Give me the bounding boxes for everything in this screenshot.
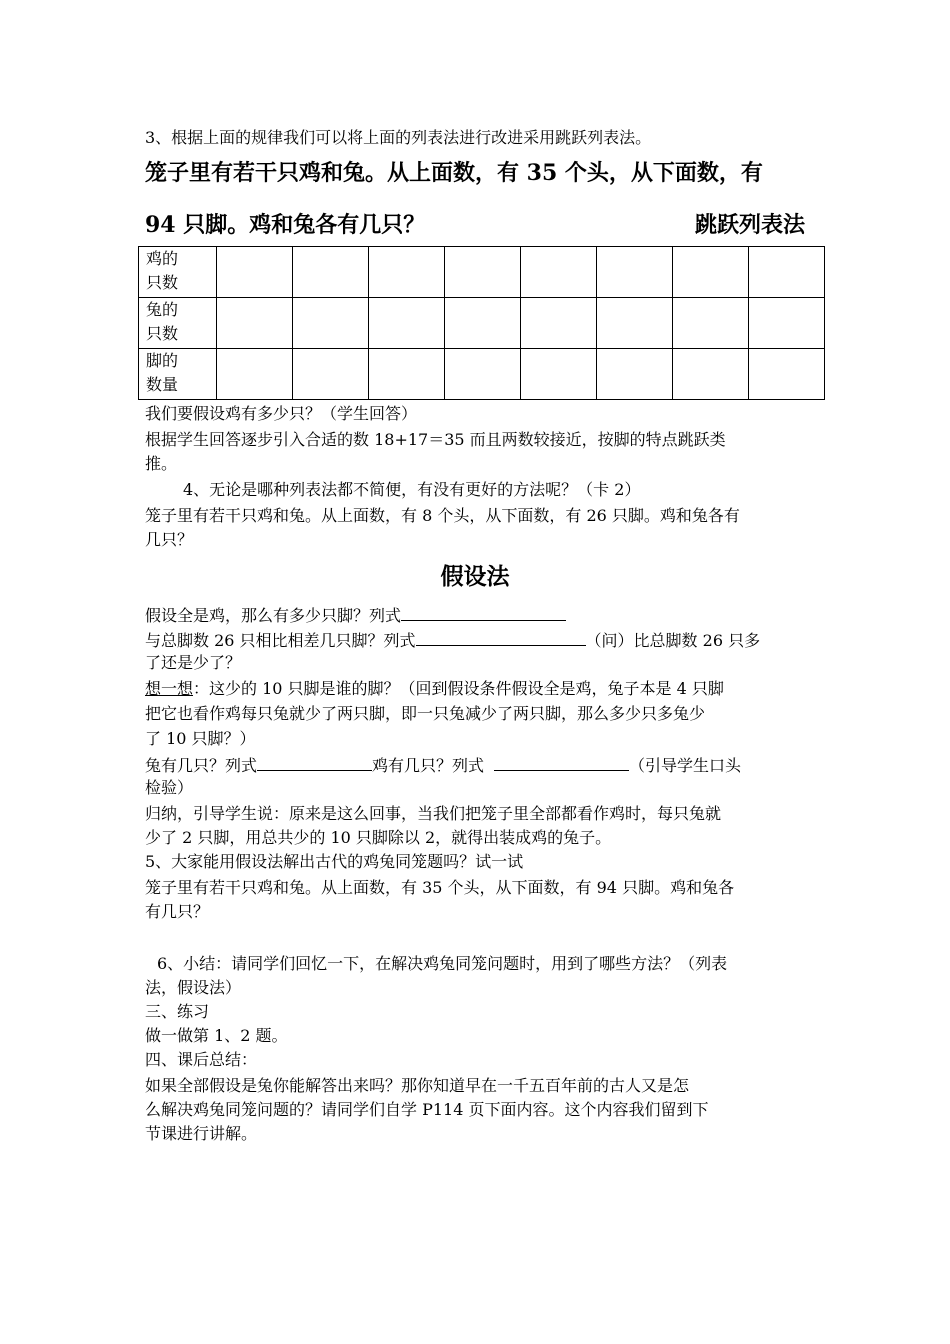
table-cell[interactable]	[293, 349, 369, 400]
answer-blank[interactable]	[416, 627, 586, 646]
card2-line-2: 几只？	[145, 530, 194, 549]
row-label-line: 只数	[146, 273, 179, 292]
table-cell[interactable]	[521, 298, 597, 349]
think-line-1-text: ：这少的 10 只脚是谁的脚？（回到假设条件假设全是鸡，兔子本是 4 只脚	[193, 679, 724, 698]
guide-line-1: 根据学生回答逐步引入合适的数 18+17＝35 而且两数较接近，按脚的特点跳跃类	[145, 430, 726, 449]
para-5: 5、大家能用假设法解出古代的鸡兔同笼题吗？试一试	[145, 852, 524, 871]
table-cell[interactable]	[445, 247, 521, 298]
think-label: 想一想	[145, 679, 194, 698]
section-3-title: 三、练习	[145, 1002, 210, 1021]
think-line-3: 了 10 只脚？）	[145, 729, 256, 748]
answer-blank[interactable]	[494, 752, 629, 771]
row-label-rabbit	[139, 298, 217, 349]
table-cell[interactable]	[749, 349, 825, 400]
solve-line	[145, 752, 805, 778]
assume-step-2	[145, 627, 805, 653]
row-label-chicken	[139, 247, 217, 298]
table-cell[interactable]	[369, 349, 445, 400]
answer-blank[interactable]	[257, 752, 372, 771]
table-cell[interactable]	[597, 298, 673, 349]
table-cell[interactable]	[749, 247, 825, 298]
table-cell[interactable]	[521, 349, 597, 400]
row-label-line: 数量	[146, 375, 179, 394]
table-row	[139, 298, 825, 349]
row-label-line: 鸡的	[146, 249, 179, 268]
table-cell[interactable]	[749, 298, 825, 349]
rabbit-question: 兔有几只？列式	[145, 756, 258, 775]
assume-step-2-tail: （问）比总脚数 26 只多	[585, 631, 761, 650]
section-4-line-3: 节课进行讲解。	[145, 1124, 258, 1143]
summary-line-2: 少了 2 只脚，用总共少的 10 只脚除以 2，就得出装成鸡的兔子。	[145, 828, 612, 847]
row-label-line: 只数	[146, 324, 179, 343]
think-line-1	[145, 677, 805, 701]
table-cell[interactable]	[445, 298, 521, 349]
row-label-feet	[139, 349, 217, 400]
assume-method-title: 假设法	[440, 563, 510, 590]
row-label-line: 脚的	[146, 351, 179, 370]
card2-line-1: 笼子里有若干只鸡和兔。从上面数，有 8 个头，从下面数，有 26 只脚。鸡和兔各有	[145, 506, 740, 525]
method-label: 跳跃列表法	[694, 212, 805, 238]
section-4-title: 四、课后总结：	[145, 1050, 258, 1069]
assume-step-1-text: 假设全是鸡，那么有多少只脚？列式	[145, 606, 402, 625]
para-4: 4、无论是哪种列表法都不简便，有没有更好的方法呢？（卡 2）	[183, 480, 641, 499]
table-cell[interactable]	[673, 298, 749, 349]
assume-step-2-text: 与总脚数 26 只相比相差几只脚？列式	[145, 631, 416, 650]
assume-question: 我们要假设鸡有多少只？（学生回答）	[145, 404, 418, 423]
problem-line-2	[145, 210, 805, 240]
assume-step-1	[145, 602, 805, 628]
p5-problem-line-2: 有几只？	[145, 902, 210, 921]
answer-blank[interactable]	[401, 602, 566, 621]
table-row	[139, 247, 825, 298]
table-cell[interactable]	[673, 349, 749, 400]
table-cell[interactable]	[217, 247, 293, 298]
table-cell[interactable]	[293, 247, 369, 298]
guide-line-2: 推。	[145, 454, 178, 473]
table-cell[interactable]	[597, 247, 673, 298]
para-3-intro: 3、根据上面的规律我们可以将上面的列表法进行改进采用跳跃列表法。	[145, 128, 652, 147]
jump-table	[138, 246, 825, 400]
table-cell[interactable]	[445, 349, 521, 400]
think-line-2: 把它也看作鸡每只兔就少了两只脚，即一只兔减少了两只脚，那么多少只多兔少	[145, 704, 706, 723]
problem-line-1: 笼子里有若干只鸡和兔。从上面数，有 35 个头，从下面数，有	[145, 160, 763, 186]
assume-step-2-line-2: 了还是少了？	[145, 653, 242, 672]
para-6-line-1: 6、小结：请同学们回忆一下，在解决鸡兔同笼问题时，用到了哪些方法？（列表	[157, 954, 728, 973]
p5-problem-line-1: 笼子里有若干只鸡和兔。从上面数，有 35 个头，从下面数，有 94 只脚。鸡和兔各	[145, 878, 735, 897]
check-tail: （引导学生口头	[629, 756, 742, 775]
table-cell[interactable]	[673, 247, 749, 298]
table-cell[interactable]	[521, 247, 597, 298]
section-3-body: 做一做第 1、2 题。	[145, 1026, 288, 1045]
table-cell[interactable]	[217, 298, 293, 349]
section-4-line-2: 么解决鸡兔同笼问题的？请同学们自学 P114 页下面内容。这个内容我们留到下	[145, 1100, 709, 1119]
section-4-line-1: 如果全部假设是兔你能解答出来吗？那你知道早在一千五百年前的古人又是怎	[145, 1076, 690, 1095]
table-cell[interactable]	[369, 298, 445, 349]
chicken-question: 鸡有几只？列式	[372, 756, 485, 775]
row-label-line: 兔的	[146, 300, 179, 319]
table-row	[139, 349, 825, 400]
table-cell[interactable]	[369, 247, 445, 298]
problem-line-2-text: 94 只脚。鸡和兔各有几只？	[145, 212, 426, 238]
summary-line-1: 归纳，引导学生说：原来是这么回事，当我们把笼子里全部都看作鸡时，每只兔就	[145, 804, 722, 823]
table-cell[interactable]	[217, 349, 293, 400]
table-cell[interactable]	[597, 349, 673, 400]
check-line-2: 检验）	[145, 778, 194, 797]
table-cell[interactable]	[293, 298, 369, 349]
para-6-line-2: 法，假设法）	[145, 978, 242, 997]
